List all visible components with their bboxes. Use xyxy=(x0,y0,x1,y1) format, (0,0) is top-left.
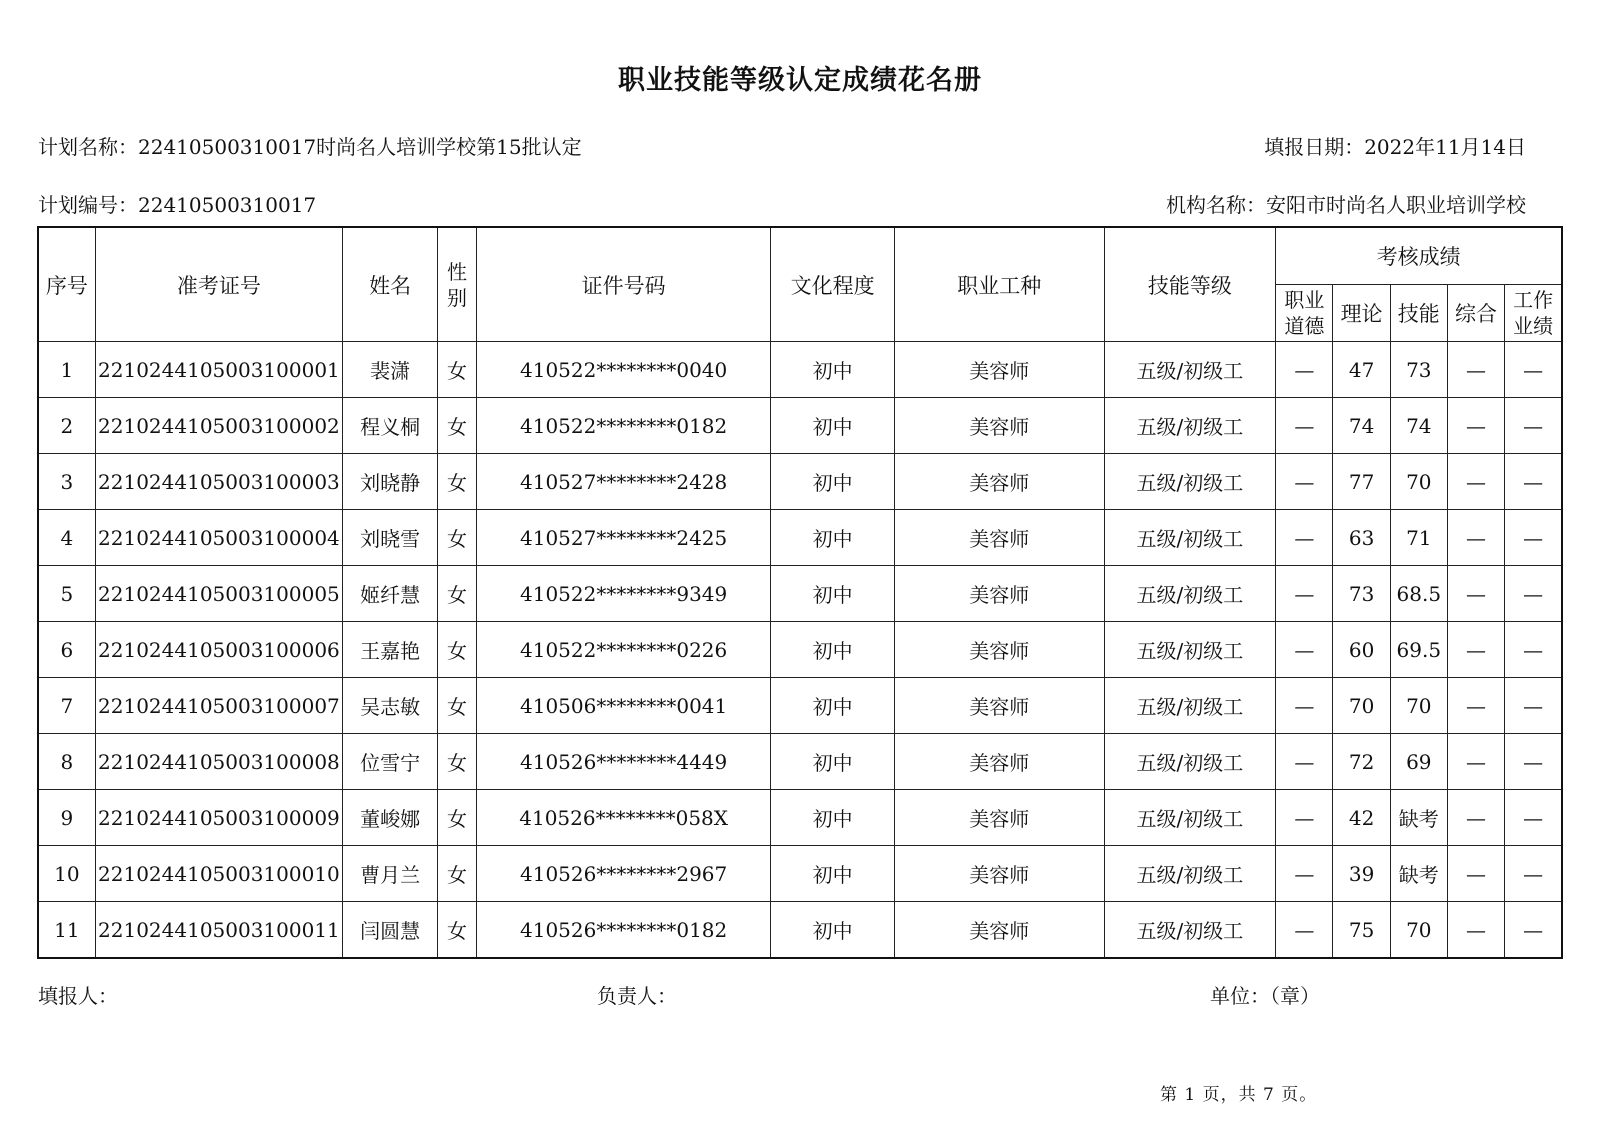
header-row xyxy=(38,227,1562,285)
cell-education: 初中 xyxy=(771,622,895,678)
cell-id-number: 410522********0226 xyxy=(476,622,770,678)
cell-name: 吴志敏 xyxy=(343,678,438,734)
cell-seq: 11 xyxy=(38,902,95,959)
cell-job: 美容师 xyxy=(894,510,1104,566)
cell-education: 初中 xyxy=(771,734,895,790)
header-seq: 序号 xyxy=(38,227,95,342)
cell-work: — xyxy=(1505,510,1562,566)
cell-gender: 女 xyxy=(438,734,477,790)
cell-overall: — xyxy=(1447,846,1504,902)
cell-skill: 71 xyxy=(1390,510,1447,566)
cell-work: — xyxy=(1505,902,1562,959)
cell-theory: 42 xyxy=(1333,790,1390,846)
cell-theory: 77 xyxy=(1333,454,1390,510)
plan-number: 计划编号：22410500310017 xyxy=(38,193,317,217)
cell-ethics: — xyxy=(1276,734,1333,790)
cell-education: 初中 xyxy=(771,566,895,622)
cell-skill: 70 xyxy=(1390,454,1447,510)
cell-gender: 女 xyxy=(438,566,477,622)
cell-ticket: 2210244105003100008 xyxy=(95,734,342,790)
cell-id-number: 410526********4449 xyxy=(476,734,770,790)
cell-ethics: — xyxy=(1276,902,1333,959)
cell-ticket: 2210244105003100006 xyxy=(95,622,342,678)
cell-skill: 68.5 xyxy=(1390,566,1447,622)
header-level: 技能等级 xyxy=(1104,227,1276,342)
cell-education: 初中 xyxy=(771,902,895,959)
cell-level: 五级/初级工 xyxy=(1104,790,1276,846)
cell-ticket: 2210244105003100002 xyxy=(95,398,342,454)
cell-job: 美容师 xyxy=(894,678,1104,734)
cell-work: — xyxy=(1505,678,1562,734)
cell-name: 姬纤慧 xyxy=(343,566,438,622)
table-row xyxy=(38,398,1562,454)
table-row xyxy=(38,566,1562,622)
cell-theory: 72 xyxy=(1333,734,1390,790)
cell-work: — xyxy=(1505,342,1562,398)
cell-job: 美容师 xyxy=(894,342,1104,398)
cell-id-number: 410526********0182 xyxy=(476,902,770,959)
table-row xyxy=(38,790,1562,846)
cell-overall: — xyxy=(1447,566,1504,622)
cell-work: — xyxy=(1505,622,1562,678)
cell-seq: 2 xyxy=(38,398,95,454)
cell-ticket: 2210244105003100007 xyxy=(95,678,342,734)
page-title: 职业技能等级认定成绩花名册 xyxy=(618,65,982,96)
cell-work: — xyxy=(1505,398,1562,454)
cell-job: 美容师 xyxy=(894,790,1104,846)
header-work xyxy=(1505,285,1562,342)
cell-ticket: 2210244105003100010 xyxy=(95,846,342,902)
cell-education: 初中 xyxy=(771,454,895,510)
cell-skill: 74 xyxy=(1390,398,1447,454)
cell-ticket: 2210244105003100004 xyxy=(95,510,342,566)
cell-seq: 5 xyxy=(38,566,95,622)
cell-name: 刘晓静 xyxy=(343,454,438,510)
cell-gender: 女 xyxy=(438,790,477,846)
cell-id-number: 410526********2967 xyxy=(476,846,770,902)
cell-seq: 6 xyxy=(38,622,95,678)
cell-seq: 9 xyxy=(38,790,95,846)
table-row xyxy=(38,622,1562,678)
table-row xyxy=(38,454,1562,510)
unit-seal-label: 单位：（章） xyxy=(1210,984,1320,1008)
cell-overall: — xyxy=(1447,678,1504,734)
cell-name: 王嘉艳 xyxy=(343,622,438,678)
filler-label: 填报人： xyxy=(38,984,118,1008)
cell-name: 董峻娜 xyxy=(343,790,438,846)
cell-level: 五级/初级工 xyxy=(1104,566,1276,622)
cell-seq: 10 xyxy=(38,846,95,902)
header-overall: 综合 xyxy=(1447,285,1504,342)
cell-ticket: 2210244105003100003 xyxy=(95,454,342,510)
cell-name: 位雪宁 xyxy=(343,734,438,790)
cell-seq: 8 xyxy=(38,734,95,790)
cell-gender: 女 xyxy=(438,510,477,566)
cell-gender: 女 xyxy=(438,678,477,734)
cell-job: 美容师 xyxy=(894,398,1104,454)
cell-overall: — xyxy=(1447,790,1504,846)
header-scores: 考核成绩 xyxy=(1276,227,1562,285)
cell-id-number: 410522********9349 xyxy=(476,566,770,622)
cell-gender: 女 xyxy=(438,454,477,510)
header-work-line1: 工作 xyxy=(1513,288,1554,312)
cell-ticket: 2210244105003100001 xyxy=(95,342,342,398)
cell-work: — xyxy=(1505,566,1562,622)
cell-id-number: 410522********0182 xyxy=(476,398,770,454)
cell-overall: — xyxy=(1447,734,1504,790)
cell-skill: 70 xyxy=(1390,678,1447,734)
cell-gender: 女 xyxy=(438,342,477,398)
cell-level: 五级/初级工 xyxy=(1104,734,1276,790)
cell-seq: 3 xyxy=(38,454,95,510)
cell-name: 裴潇 xyxy=(343,342,438,398)
cell-gender: 女 xyxy=(438,846,477,902)
cell-id-number: 410527********2425 xyxy=(476,510,770,566)
table-row xyxy=(38,846,1562,902)
cell-education: 初中 xyxy=(771,678,895,734)
cell-theory: 75 xyxy=(1333,902,1390,959)
cell-theory: 74 xyxy=(1333,398,1390,454)
header-theory: 理论 xyxy=(1333,285,1390,342)
cell-id-number: 410522********0040 xyxy=(476,342,770,398)
cell-overall: — xyxy=(1447,454,1504,510)
header-gender xyxy=(438,227,477,342)
cell-education: 初中 xyxy=(771,846,895,902)
cell-gender: 女 xyxy=(438,902,477,959)
roster-body xyxy=(38,342,1562,959)
cell-job: 美容师 xyxy=(894,734,1104,790)
cell-skill: 73 xyxy=(1390,342,1447,398)
cell-id-number: 410526********058X xyxy=(476,790,770,846)
cell-overall: — xyxy=(1447,510,1504,566)
table-row xyxy=(38,902,1562,959)
cell-job: 美容师 xyxy=(894,566,1104,622)
cell-ethics: — xyxy=(1276,342,1333,398)
cell-level: 五级/初级工 xyxy=(1104,454,1276,510)
cell-theory: 73 xyxy=(1333,566,1390,622)
cell-ethics: — xyxy=(1276,790,1333,846)
cell-ticket: 2210244105003100011 xyxy=(95,902,342,959)
cell-level: 五级/初级工 xyxy=(1104,902,1276,959)
cell-work: — xyxy=(1505,790,1562,846)
header-ethics-line1: 职业 xyxy=(1284,288,1325,312)
cell-job: 美容师 xyxy=(894,454,1104,510)
cell-ethics: — xyxy=(1276,622,1333,678)
cell-level: 五级/初级工 xyxy=(1104,622,1276,678)
cell-work: — xyxy=(1505,454,1562,510)
cell-skill: 69.5 xyxy=(1390,622,1447,678)
cell-ethics: — xyxy=(1276,566,1333,622)
header-gender-line2: 别 xyxy=(447,285,468,310)
cell-skill: 缺考 xyxy=(1390,790,1447,846)
cell-job: 美容师 xyxy=(894,902,1104,959)
cell-id-number: 410527********2428 xyxy=(476,454,770,510)
header-work-line2: 业绩 xyxy=(1513,314,1554,338)
cell-theory: 60 xyxy=(1333,622,1390,678)
cell-name: 闫圆慧 xyxy=(343,902,438,959)
manager-label: 负责人： xyxy=(597,984,677,1008)
cell-name: 曹月兰 xyxy=(343,846,438,902)
cell-work: — xyxy=(1505,846,1562,902)
cell-overall: — xyxy=(1447,622,1504,678)
cell-work: — xyxy=(1505,734,1562,790)
cell-education: 初中 xyxy=(771,510,895,566)
cell-name: 刘晓雪 xyxy=(343,510,438,566)
cell-ethics: — xyxy=(1276,454,1333,510)
cell-seq: 4 xyxy=(38,510,95,566)
table-row xyxy=(38,678,1562,734)
cell-overall: — xyxy=(1447,902,1504,959)
header-id: 证件号码 xyxy=(476,227,770,342)
cell-level: 五级/初级工 xyxy=(1104,398,1276,454)
cell-id-number: 410506********0041 xyxy=(476,678,770,734)
cell-seq: 1 xyxy=(38,342,95,398)
fill-date: 填报日期：2022年11月14日 xyxy=(1264,135,1526,159)
header-ethics-line2: 道德 xyxy=(1284,314,1325,338)
cell-job: 美容师 xyxy=(894,846,1104,902)
cell-education: 初中 xyxy=(771,342,895,398)
cell-education: 初中 xyxy=(771,398,895,454)
score-roster-table xyxy=(37,226,1563,959)
cell-gender: 女 xyxy=(438,398,477,454)
cell-ethics: — xyxy=(1276,398,1333,454)
cell-ethics: — xyxy=(1276,846,1333,902)
page-indicator: 第 1 页，共 7 页。 xyxy=(1160,1085,1318,1105)
cell-ticket: 2210244105003100005 xyxy=(95,566,342,622)
cell-job: 美容师 xyxy=(894,622,1104,678)
cell-level: 五级/初级工 xyxy=(1104,342,1276,398)
header-ethics xyxy=(1276,285,1333,342)
table-row xyxy=(38,510,1562,566)
cell-level: 五级/初级工 xyxy=(1104,510,1276,566)
organization-name: 机构名称：安阳市时尚名人职业培训学校 xyxy=(1166,193,1526,217)
cell-name: 程义桐 xyxy=(343,398,438,454)
plan-name: 计划名称：22410500310017时尚名人培训学校第15批认定 xyxy=(38,135,582,159)
table-row xyxy=(38,734,1562,790)
cell-theory: 63 xyxy=(1333,510,1390,566)
cell-overall: — xyxy=(1447,342,1504,398)
cell-level: 五级/初级工 xyxy=(1104,678,1276,734)
cell-ethics: — xyxy=(1276,510,1333,566)
cell-skill: 缺考 xyxy=(1390,846,1447,902)
cell-theory: 47 xyxy=(1333,342,1390,398)
header-skill: 技能 xyxy=(1390,285,1447,342)
cell-education: 初中 xyxy=(771,790,895,846)
cell-overall: — xyxy=(1447,398,1504,454)
cell-theory: 70 xyxy=(1333,678,1390,734)
header-education: 文化程度 xyxy=(771,227,895,342)
table-row xyxy=(38,342,1562,398)
cell-theory: 39 xyxy=(1333,846,1390,902)
header-name: 姓名 xyxy=(343,227,438,342)
cell-gender: 女 xyxy=(438,622,477,678)
cell-ethics: — xyxy=(1276,678,1333,734)
cell-level: 五级/初级工 xyxy=(1104,846,1276,902)
cell-seq: 7 xyxy=(38,678,95,734)
cell-skill: 69 xyxy=(1390,734,1447,790)
header-gender-line1: 性 xyxy=(447,259,468,284)
header-ticket: 准考证号 xyxy=(95,227,342,342)
header-job: 职业工种 xyxy=(894,227,1104,342)
cell-ticket: 2210244105003100009 xyxy=(95,790,342,846)
cell-skill: 70 xyxy=(1390,902,1447,959)
